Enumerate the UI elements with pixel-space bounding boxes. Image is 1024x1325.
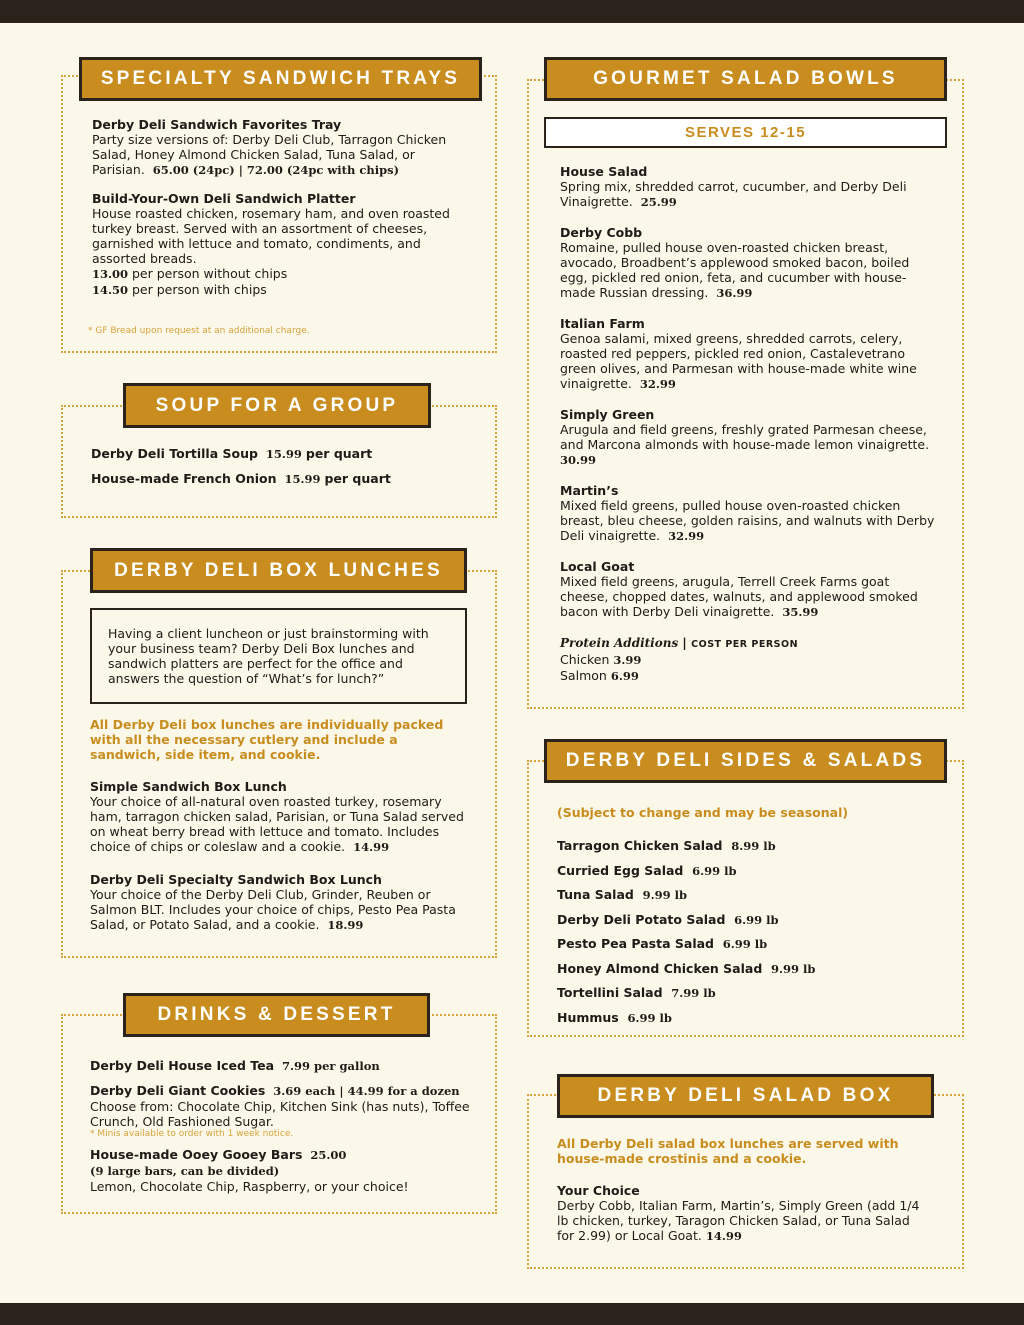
bottom-bar: [0, 1303, 1024, 1325]
sides-note: (Subject to change and may be seasonal): [557, 805, 849, 820]
item-name: House-made Ooey Gooey Bars: [90, 1147, 303, 1162]
side-item: [557, 838, 947, 854]
item-name: Martin’s: [560, 483, 619, 498]
item-desc: Party size versions of: Derby Deli Club, Tarragon Chicken Salad, Honey Almond Chicken Salad, Tuna Salad, or Parisian.: [92, 132, 447, 177]
side-item: [557, 1010, 947, 1026]
side-name: Tortellini Salad: [557, 985, 663, 1000]
intro-text: Having a client luncheon or just brainstorming with your business team? Derby Deli Box lunches and sandwich platters are perfect for the office and answers the question of “What’s for lunch?”: [108, 626, 429, 686]
protein-price: 3.99: [613, 653, 642, 667]
menu-item: [90, 1147, 480, 1194]
item-desc: Genoa salami, mixed greens, shredded carrots, celery, roasted red peppers, pickled red onion, Castalevetrano green olives, and Parmesan with house-made white wine vinaigrette.: [560, 331, 917, 391]
item-price: 32.99: [639, 377, 676, 391]
cost-label: COST PER PERSON: [691, 639, 799, 650]
side-price: 9.99 lb: [642, 888, 687, 902]
item-desc: Mixed field greens, arugula, Terrell Creek Farms goat cheese, chopped dates, walnuts, and applewood smoked bacon with Derby Deli vinaigrette.: [560, 574, 918, 619]
item-name: Italian Farm: [560, 316, 645, 331]
side-price: 9.99 lb: [771, 961, 816, 976]
item-price: 65.00 (24pc) | 72.00 (24pc with chips): [152, 163, 400, 177]
item-name: House-made French Onion: [91, 471, 277, 486]
side-item: [557, 912, 947, 928]
menu-item: [560, 559, 938, 620]
side-item: [557, 863, 947, 879]
top-bar: [0, 0, 1024, 23]
protein-label: Protein Additions: [560, 636, 679, 650]
menu-item: [90, 1058, 480, 1074]
item-desc: Lemon, Chocolate Chip, Raspberry, or your choice!: [90, 1179, 409, 1194]
side-name: Curried Egg Salad: [557, 862, 684, 878]
menu-item: [92, 117, 457, 178]
item-desc: Mixed field greens, pulled house oven-roasted chicken breast, bleu cheese, golden raisins, and walnuts with Derby Deli vinaigrette.: [560, 498, 935, 543]
serves-badge: SERVES 12-15: [544, 117, 947, 148]
menu-item: [560, 316, 938, 392]
side-price: 7.99 lb: [671, 986, 716, 1000]
item-desc: Choose from: Chocolate Chip, Kitchen Sink (has nuts), Toffee Crunch, Old Fashioned Sugar.: [90, 1099, 470, 1129]
menu-item: [560, 164, 938, 210]
side-item: [557, 936, 947, 952]
item-name: House Salad: [560, 164, 648, 179]
item-name: Simply Green: [560, 407, 655, 422]
soup-content: [91, 446, 481, 496]
item-name: Derby Deli Sandwich Favorites Tray: [92, 117, 342, 132]
item-desc: Derby Cobb, Italian Farm, Martin’s, Simply Green (add 1/4 lb chicken, turkey, Taragon Chicken Salad, or Tuna Salad for 2.99) or Local Goat.: [557, 1198, 920, 1243]
sandwich-trays-header: SPECIALTY SANDWICH TRAYS: [79, 57, 482, 101]
item-price: 25.99: [640, 195, 677, 209]
soup-header: SOUP FOR A GROUP: [123, 383, 431, 428]
side-name: Tuna Salad: [557, 887, 634, 902]
salad-box-highlight: All Derby Deli salad box lunches are served with house-made crostinis and a cookie.: [557, 1136, 899, 1166]
drinks-content: [90, 1058, 480, 1203]
side-item: [557, 985, 947, 1001]
protein-name: Salmon: [560, 668, 607, 683]
item-unit: per quart: [324, 471, 391, 486]
side-price: 8.99 lb: [731, 839, 776, 853]
menu-item: [92, 191, 457, 298]
item-price: 15.99: [284, 472, 321, 486]
protein-price: 6.99: [610, 669, 639, 683]
item-name: Derby Cobb: [560, 225, 643, 240]
menu-item: [557, 1183, 929, 1244]
side-item: [557, 887, 947, 903]
side-name: Tarragon Chicken Salad: [557, 838, 723, 853]
side-price: 6.99 lb: [692, 863, 737, 878]
box-lunches-content: [90, 717, 465, 942]
item-price: 14.99: [705, 1229, 742, 1243]
item-detail: (9 large bars, can be divided): [90, 1164, 280, 1178]
item-name: Local Goat: [560, 559, 635, 574]
side-price: 6.99 lb: [722, 937, 768, 951]
item-price: 3.69 each | 44.99 for a dozen: [273, 1084, 460, 1098]
sandwich-trays-content: [88, 117, 457, 337]
minis-note: * Minis available to order with 1 week notice.: [90, 1129, 294, 1139]
item-price: 13.00: [92, 267, 129, 281]
item-price: 15.99: [265, 447, 302, 461]
sides-header: DERBY DELI SIDES & SALADS: [544, 739, 947, 783]
salad-bowls-header: GOURMET SALAD BOWLS: [544, 57, 947, 101]
salad-box-header: DERBY DELI SALAD BOX: [557, 1074, 934, 1118]
item-desc: Romaine, pulled house oven-roasted chicken breast, avocado, Broadbent’s applewood smoked bacon, boiled egg, pickled red onion, feta, and cucumber with house-made Russian dressing.: [560, 240, 910, 300]
item-desc: Arugula and field greens, freshly grated Parmesan cheese, and Marcona almonds with house-made lemon vinaigrette.: [560, 422, 930, 452]
side-price: 6.99 lb: [734, 912, 779, 927]
item-price: 32.99: [668, 529, 705, 543]
menu-item: [560, 483, 938, 544]
menu-item: [90, 779, 465, 855]
item-name: Derby Deli Tortilla Soup: [91, 446, 258, 461]
menu-item: [560, 225, 938, 301]
menu-item: [560, 407, 938, 468]
item-desc: Spring mix, shredded carrot, cucumber, and Derby Deli Vinaigrette.: [560, 179, 907, 209]
sides-content: [557, 805, 947, 1034]
item-unit: per quart: [305, 446, 373, 461]
item-desc: Your choice of all-natural oven roasted turkey, rosemary ham, tarragon chicken salad, Parisian, or Tuna Salad served on wheat berry bread with lettuce and tomato. Includes choice of chips or coleslaw and a cookie.: [90, 794, 464, 854]
gf-note: * GF Bread upon request at an additional charge.: [88, 326, 310, 336]
item-desc: Your choice of the Derby Deli Club, Grinder, Reuben or Salmon BLT. Includes your choice of chips, Pesto Pea Pasta Salad, or Potato Salad, and a cookie.: [90, 887, 456, 932]
item-price-text: per person without chips: [132, 266, 288, 281]
box-lunches-header: DERBY DELI BOX LUNCHES: [90, 548, 467, 593]
box-lunches-intro: [90, 608, 467, 704]
side-name: Honey Almond Chicken Salad: [557, 960, 763, 976]
box-lunches-highlight: All Derby Deli box lunches are individually packed with all the necessary cutlery and include a sandwich, side item, and cookie.: [90, 717, 444, 762]
item-price: 25.00: [310, 1148, 347, 1162]
side-name: Derby Deli Potato Salad: [557, 911, 726, 927]
item-price: 35.99: [782, 605, 819, 619]
side-item: [557, 961, 947, 977]
item-price: 14.99: [353, 840, 390, 854]
menu-item: [90, 872, 465, 933]
menu-item: [90, 1083, 480, 1140]
side-name: Pesto Pea Pasta Salad: [557, 936, 714, 951]
item-name: Derby Deli House Iced Tea: [90, 1058, 275, 1073]
salad-bowls-content: [560, 164, 938, 684]
item-price: 30.99: [560, 453, 597, 467]
salad-box-content: [557, 1136, 929, 1244]
side-name: Hummus: [557, 1009, 619, 1025]
menu-item: [91, 471, 481, 487]
item-price: 14.50: [92, 283, 129, 297]
item-price: 36.99: [716, 286, 753, 300]
item-desc: House roasted chicken, rosemary ham, and oven roasted turkey breast. Served with an assortment of cheeses, garnished with lettuce and tomato, condiments, and assorted breads.: [92, 206, 450, 266]
item-price: 7.99 per gallon: [282, 1059, 380, 1073]
menu-item: [91, 446, 481, 462]
side-price: 6.99 lb: [627, 1010, 672, 1025]
item-name: Derby Deli Giant Cookies: [90, 1083, 266, 1098]
protein-additions: Protein Additions | COST PER PERSON Chicken 3.99 Salmon 6.99: [560, 635, 799, 683]
item-price-text: per person with chips: [132, 282, 267, 297]
protein-name: Chicken: [560, 652, 610, 667]
item-name: Your Choice: [557, 1183, 640, 1198]
item-name: Build-Your-Own Deli Sandwich Platter: [92, 191, 356, 206]
drinks-header: DRINKS & DESSERT: [123, 993, 430, 1037]
item-name: Derby Deli Specialty Sandwich Box Lunch: [90, 872, 382, 887]
item-name: Simple Sandwich Box Lunch: [90, 779, 287, 794]
item-price: 18.99: [327, 918, 364, 932]
